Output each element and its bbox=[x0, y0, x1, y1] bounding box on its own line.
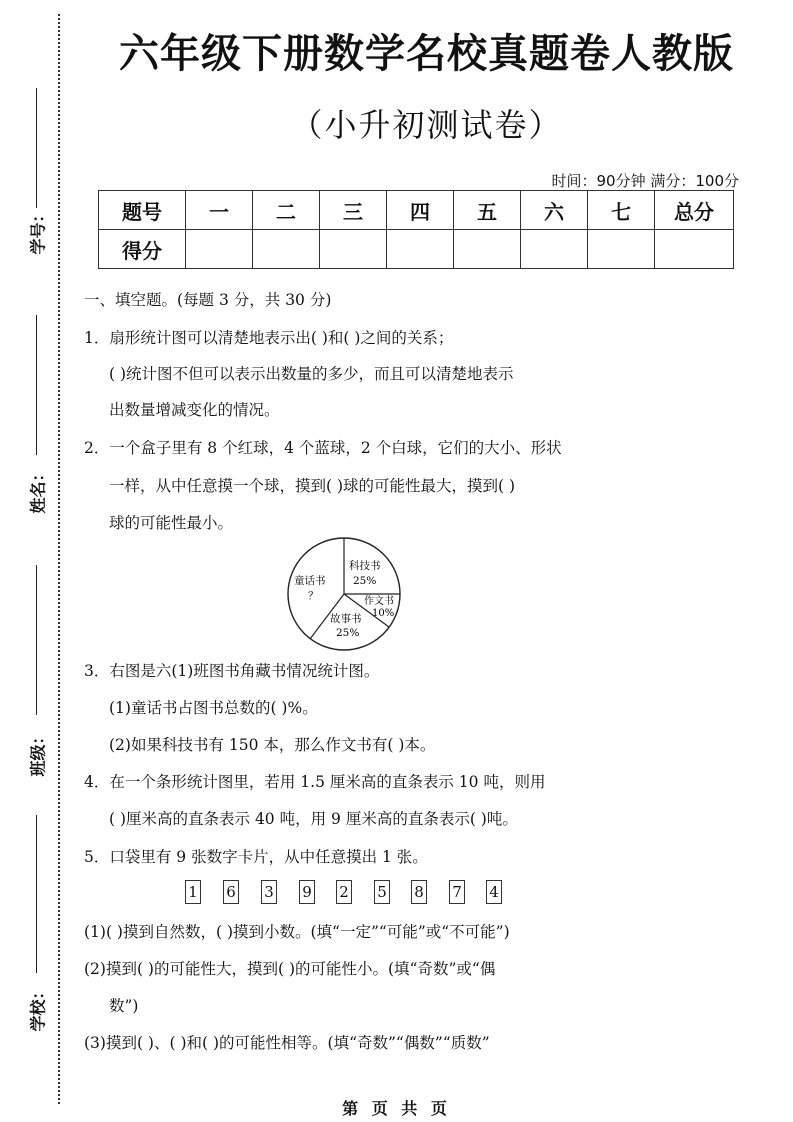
question-line: 出数量增减变化的情况。 bbox=[109, 401, 280, 419]
question-line: 5．口袋里有 9 张数字卡片，从中任意摸出 1 张。 bbox=[84, 848, 428, 866]
page-title: 六年级下册数学名校真题卷人教版 bbox=[119, 31, 734, 77]
header-cell: 四 bbox=[387, 191, 454, 230]
header-cell: 七 bbox=[588, 191, 655, 230]
score-input-row bbox=[99, 230, 734, 269]
pie-label: 童话书 bbox=[294, 575, 326, 587]
student-id-field bbox=[22, 88, 52, 278]
number-card: 5 bbox=[374, 880, 390, 904]
class-field bbox=[22, 565, 52, 785]
field-line bbox=[36, 315, 37, 455]
field-line bbox=[36, 815, 37, 973]
question-line: 球的可能性最小。 bbox=[109, 514, 234, 532]
score-cell[interactable] bbox=[521, 230, 588, 269]
question-line: 1．扇形统计图可以清楚地表示出( )和( )之间的关系； bbox=[84, 329, 454, 347]
field-label: 班级： bbox=[28, 728, 48, 777]
field-label: 学校： bbox=[28, 983, 48, 1032]
page-subtitle: （小升初测试卷） bbox=[290, 106, 563, 144]
binding-dotted-line bbox=[58, 14, 60, 1104]
pie-label: 科技书 bbox=[349, 560, 381, 572]
number-card: 2 bbox=[336, 880, 352, 904]
number-card: 7 bbox=[449, 880, 465, 904]
pie-value: 25% bbox=[336, 627, 360, 639]
section-heading: 一、填空题。(每题 3 分，共 30 分) bbox=[84, 291, 332, 309]
header-cell: 题号 bbox=[99, 191, 186, 230]
page-footer: 第 页 共 页 bbox=[342, 1099, 451, 1118]
question-line: (3)摸到( )、( )和( )的可能性相等。(填“奇数”“偶数”“质数” bbox=[84, 1034, 490, 1052]
row-label: 得分 bbox=[99, 230, 186, 269]
question-line: (1)( )摸到自然数，( )摸到小数。(填“一定”“可能”或“不可能”) bbox=[84, 923, 510, 941]
question-line: (1)童话书占图书总数的( )%。 bbox=[109, 699, 318, 717]
number-card: 9 bbox=[299, 880, 315, 904]
question-line: ( )统计图不但可以表示出数量的多少，而且可以清楚地表示 bbox=[109, 365, 514, 383]
question-line: 2．一个盒子里有 8 个红球，4 个蓝球，2 个白球，它们的大小、形状 bbox=[84, 439, 562, 457]
number-card: 4 bbox=[486, 880, 502, 904]
question-line: (2)如果科技书有 150 本，那么作文书有( )本。 bbox=[109, 736, 436, 754]
number-card: 3 bbox=[261, 880, 277, 904]
field-label: 姓名： bbox=[28, 465, 48, 514]
field-line bbox=[36, 88, 37, 208]
question-line: (2)摸到( )的可能性大，摸到( )的可能性小。(填“奇数”或“偶 bbox=[84, 960, 496, 978]
number-card: 6 bbox=[223, 880, 239, 904]
pie-value: 10% bbox=[372, 608, 395, 619]
score-cell[interactable] bbox=[454, 230, 521, 269]
header-cell: 六 bbox=[521, 191, 588, 230]
score-table bbox=[98, 190, 734, 269]
book-pie-chart bbox=[280, 536, 408, 652]
question-line: 3．右图是六(1)班图书角藏书情况统计图。 bbox=[84, 662, 380, 680]
header-cell: 三 bbox=[320, 191, 387, 230]
score-cell[interactable] bbox=[588, 230, 655, 269]
question-line: ( )厘米高的直条表示 40 吨，用 9 厘米高的直条表示( )吨。 bbox=[109, 810, 518, 828]
pie-label: 故事书 bbox=[330, 613, 362, 625]
score-cell[interactable] bbox=[253, 230, 320, 269]
pie-label: 作文书 bbox=[364, 596, 394, 607]
field-label: 学号： bbox=[28, 206, 48, 255]
score-cell[interactable] bbox=[387, 230, 454, 269]
score-cell[interactable] bbox=[655, 230, 734, 269]
time-info: 时间：90分钟 满分：100分 bbox=[551, 172, 739, 190]
header-cell: 二 bbox=[253, 191, 320, 230]
header-cell: 总分 bbox=[655, 191, 734, 230]
school-field bbox=[22, 815, 52, 1040]
pie-value: 25% bbox=[353, 575, 377, 587]
number-card: 1 bbox=[185, 880, 201, 904]
name-field bbox=[22, 315, 52, 525]
field-line bbox=[36, 565, 37, 715]
header-cell: 五 bbox=[454, 191, 521, 230]
number-card: 8 bbox=[411, 880, 427, 904]
question-line: 数”) bbox=[109, 997, 139, 1015]
header-cell: 一 bbox=[186, 191, 253, 230]
question-line: 一样，从中任意摸一个球，摸到( )球的可能性最大，摸到( ) bbox=[109, 477, 516, 495]
score-header-row bbox=[99, 191, 734, 230]
score-cell[interactable] bbox=[320, 230, 387, 269]
score-cell[interactable] bbox=[186, 230, 253, 269]
pie-value: ？ bbox=[308, 590, 319, 602]
question-line: 4．在一个条形统计图里，若用 1.5 厘米高的直条表示 10 吨，则用 bbox=[84, 773, 546, 791]
